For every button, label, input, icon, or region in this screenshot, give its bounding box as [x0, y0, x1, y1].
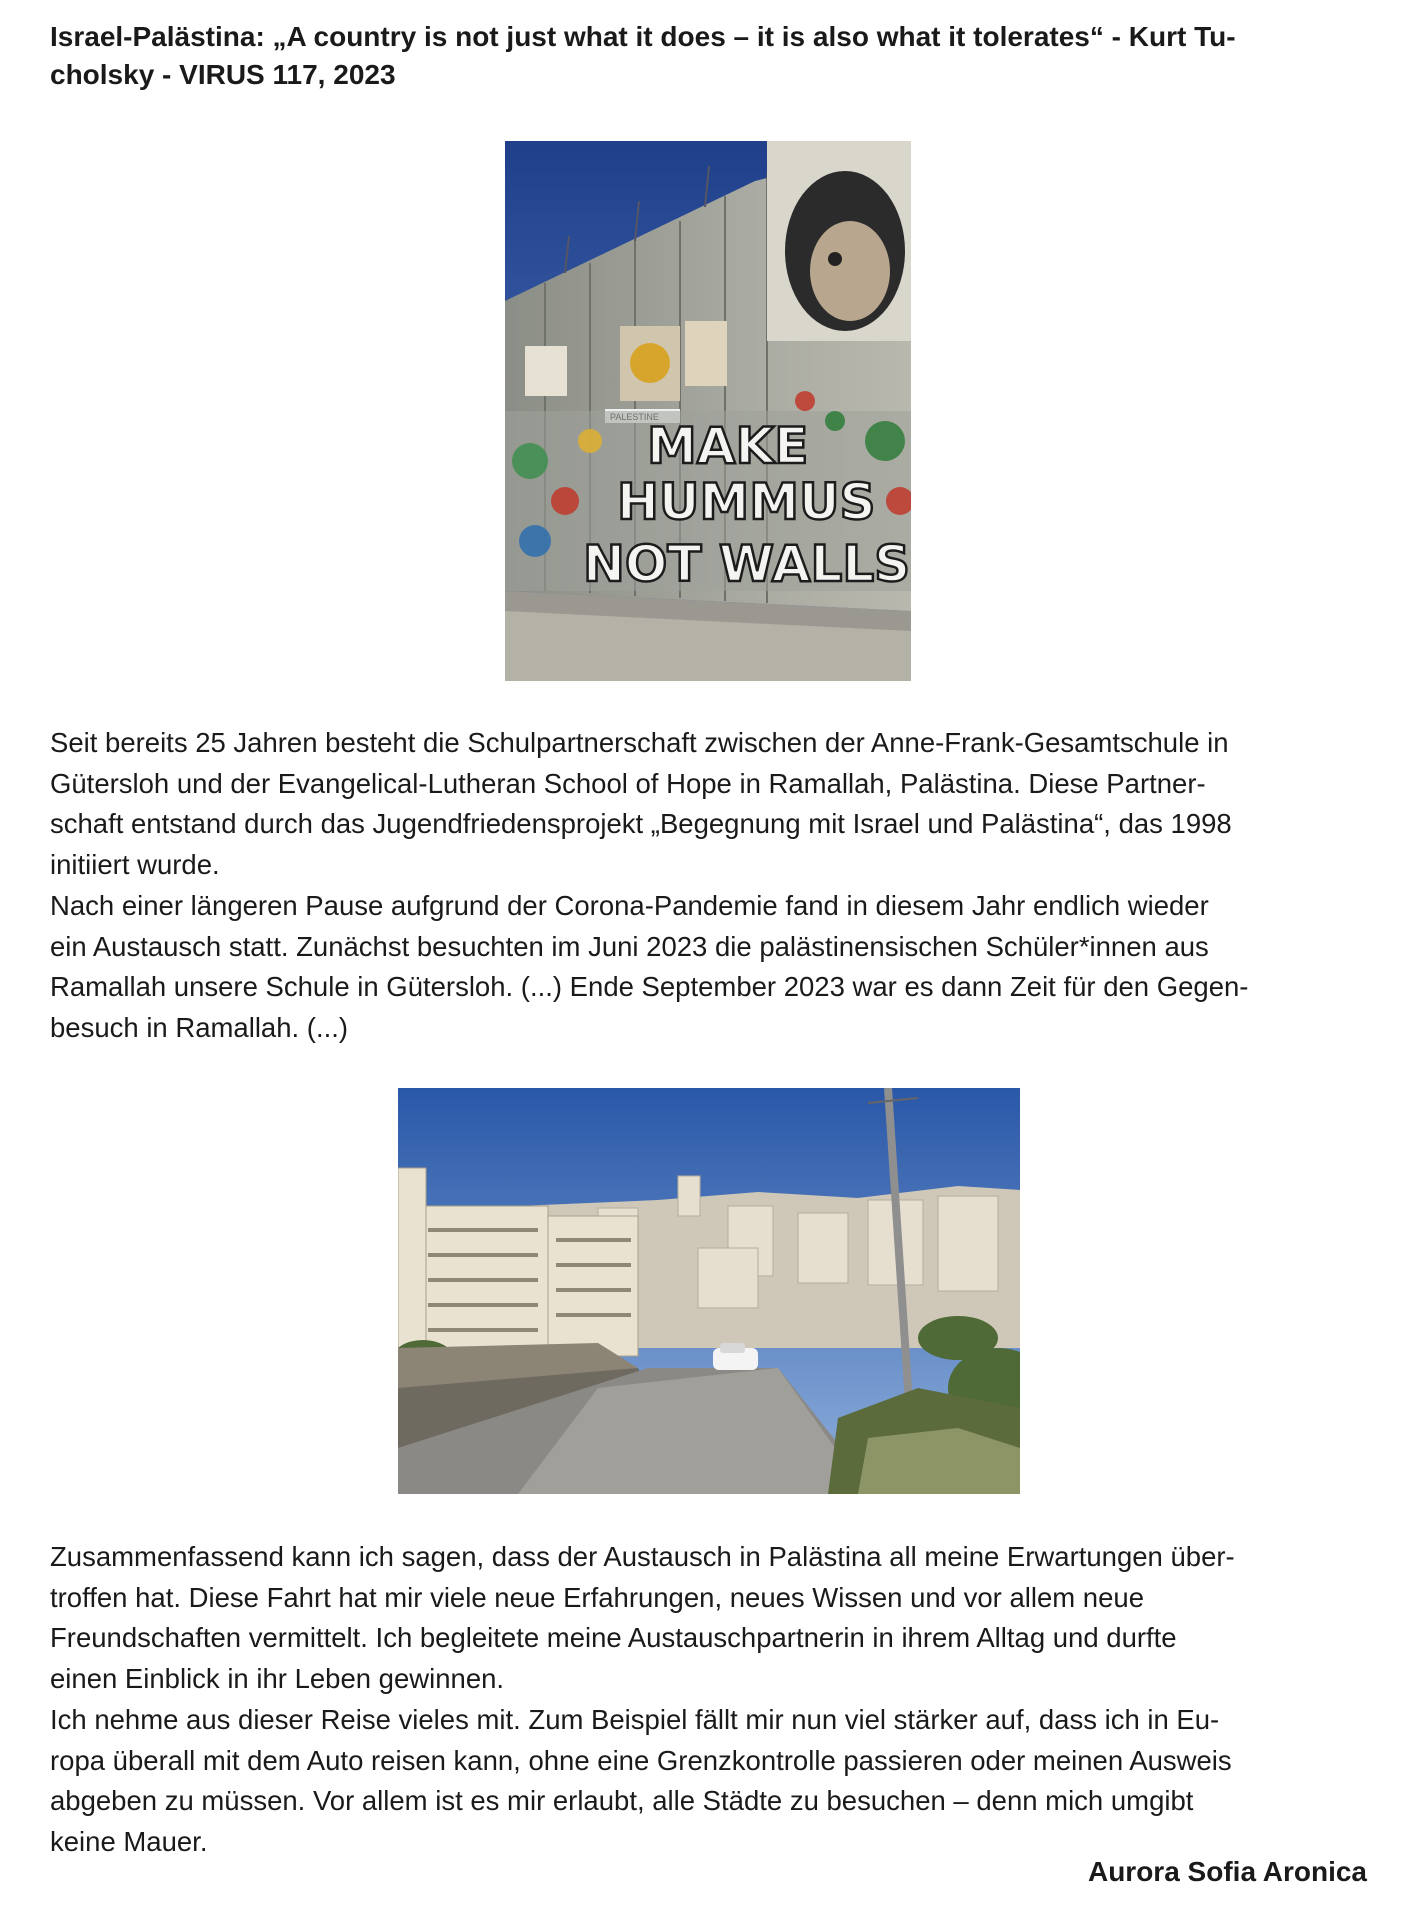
paragraph-line: ein Austausch statt. Zunächst besuchten im Juni 2023 die palästinensischen Schüler*innen aus	[50, 930, 1209, 962]
paragraph-line: Ramallah unsere Schule in Gütersloh. (...) Ende September 2023 war es dann Zeit für den Gegen-	[50, 971, 1249, 1002]
paragraph-line: schaft entstand durch das Jugendfriedensprojekt „Begegnung mit Israel und Palästina“, das 1998	[50, 808, 1232, 839]
article-title	[50, 18, 1350, 94]
paragraph-line: Gütersloh und der Evangelical-Lutheran School of Hope in Ramallah, Palästina. Diese Partner-	[50, 767, 1206, 799]
paragraph-line: Seit bereits 25 Jahren besteht die Schulpartnerschaft zwischen der Anne-Frank-Gesamtschule in	[50, 727, 1229, 758]
paragraph-line: besuch in Ramallah. (...)	[50, 1011, 349, 1043]
paragraph-line: einen Einblick in ihr Leben gewinnen.	[50, 1662, 505, 1694]
wall-graffiti-illustration	[505, 141, 911, 681]
paragraph-line: Ich nehme aus dieser Reise vieles mit. Zum Beispiel fällt mir nun viel stärker auf, dass ich in Eu-	[50, 1704, 1220, 1735]
paragraph-line: keine Mauer.	[50, 1825, 208, 1857]
photo1-graffiti-line-2: HUMMUS	[617, 473, 876, 531]
title-line-1: Israel-Palästina: „A country is not just what it does – it is also what it tolerates“ - Kurt Tu-	[50, 21, 1236, 52]
paragraph-2	[50, 886, 1370, 1048]
paragraph-line: initiiert wurde.	[50, 848, 220, 880]
paragraph-1	[50, 723, 1370, 885]
paragraph-line: ropa überall mit dem Auto reisen kann, ohne eine Grenzkontrolle passieren oder meinen Ausweis	[50, 1744, 1232, 1776]
paragraph-3	[50, 1537, 1370, 1699]
paragraph-line: Freundschaften vermittelt. Ich begleitete meine Austauschpartnerin in ihrem Alltag und durfte	[50, 1622, 1177, 1653]
wall-graffiti-photo	[505, 141, 911, 681]
photo1-graffiti-line-3: NOT WALLS	[583, 535, 911, 593]
paragraph-line: troffen hat. Diese Fahrt hat mir viele neue Erfahrungen, neues Wissen und vor allem neue	[50, 1581, 1144, 1613]
paragraph-4	[50, 1700, 1370, 1862]
title-line-2: cholsky - VIRUS 117, 2023	[50, 59, 396, 90]
paragraph-line: Nach einer längeren Pause aufgrund der Corona-Pandemie fand in diesem Jahr endlich wieder	[50, 890, 1209, 921]
paragraph-line: abgeben zu müssen. Vor allem ist es mir erlaubt, alle Städte zu besuchen – denn mich umgibt	[50, 1785, 1194, 1816]
author-signature: Aurora Sofia Aronica	[1087, 1856, 1367, 1887]
photo1-graffiti-line-1: MAKE	[647, 417, 809, 475]
ramallah-street-illustration	[398, 1088, 1020, 1494]
paragraph-line: Zusammenfassend kann ich sagen, dass der Austausch in Palästina all meine Erwartungen über-	[50, 1541, 1235, 1572]
ramallah-street-photo	[398, 1088, 1020, 1494]
